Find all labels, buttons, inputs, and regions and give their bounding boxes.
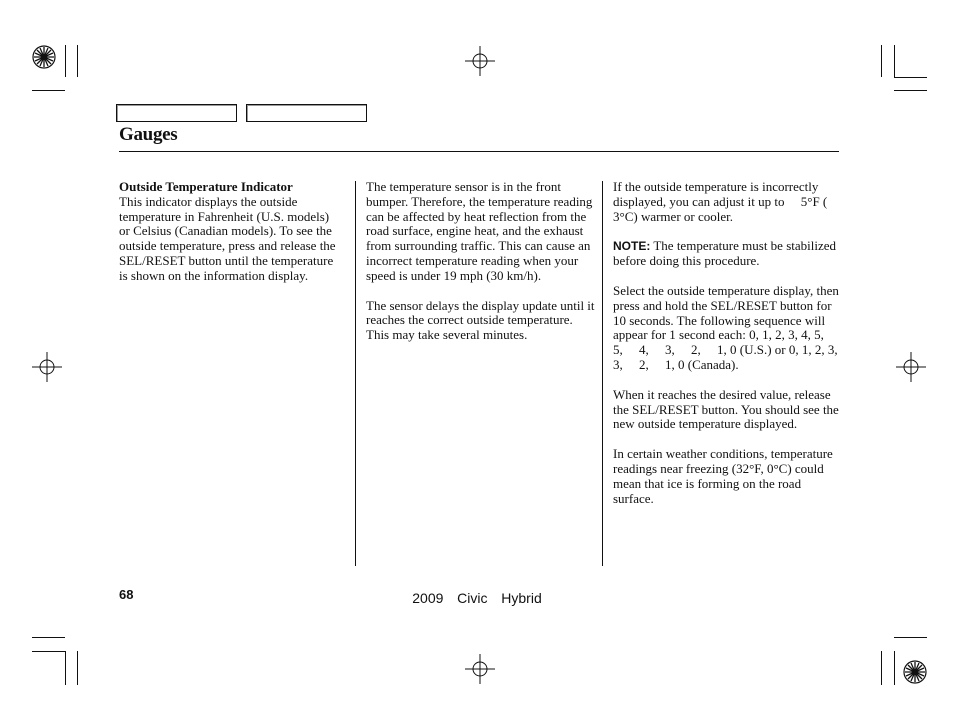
- outside-temperature-heading: Outside Temperature Indicator: [119, 179, 293, 194]
- right-paragraph-3: Select the outside temperature display, then press and hold the SEL/RESET button for 10 seconds. The following sequence will appear for 1 second each: 0, 1, 2, 3, 4, 5, 5, 4, 3, 2, 1, 0 (U.S.) or 0, 1, 2, 3, 3, 2, 1, 0 (Canada).: [613, 282, 854, 372]
- crop-mark: [77, 45, 78, 77]
- left-paragraph: [119, 180, 343, 284]
- header-tab-box: [246, 104, 367, 122]
- page-number: 68: [119, 587, 134, 602]
- crop-mark: [881, 651, 882, 685]
- crop-mark: [65, 651, 66, 685]
- crop-mark: [65, 45, 66, 77]
- crop-mark: [894, 651, 895, 685]
- crosshair-registration-icon: [465, 46, 495, 76]
- column-divider: [355, 181, 356, 566]
- sunburst-registration-icon: [903, 660, 927, 684]
- crosshair-registration-icon: [896, 352, 926, 382]
- title-rule: [119, 151, 839, 152]
- section-title: Gauges: [119, 124, 178, 145]
- crosshair-registration-icon: [32, 352, 62, 382]
- crop-mark: [32, 651, 65, 652]
- crop-mark: [32, 90, 65, 91]
- crop-mark: [894, 45, 895, 77]
- crop-mark: [894, 90, 927, 91]
- left-column: [119, 180, 343, 299]
- crop-mark: [77, 651, 78, 685]
- middle-column: [366, 180, 596, 358]
- left-paragraph-text: This indicator displays the outside temperature in Fahrenheit (U.S. models) or Celsius (Canadian models). To see the outside temperature, press and release the SEL/RESET button until the temperature is shown on the information display.: [119, 193, 336, 283]
- crop-mark: [894, 637, 927, 638]
- note-text: The temperature must be stabilized before doing this procedure.: [613, 238, 837, 269]
- right-paragraph-5: In certain weather conditions, temperature readings near freezing (32°F, 0°C) could mean that ice is forming on the road surface.: [613, 446, 833, 506]
- right-paragraph-1: If the outside temperature is incorrectly displayed, you can adjust it up to 5°F ( 3°C) warmer or cooler.: [613, 179, 841, 224]
- right-paragraph-4: When it reaches the desired value, release the SEL/RESET button. You should see the new outside temperature displayed.: [613, 386, 839, 432]
- crosshair-registration-icon: [465, 654, 495, 684]
- middle-paragraph-1: The temperature sensor is in the front bumper. Therefore, the temperature reading can be affected by heat reflection from the road surface, engine heat, and the exhaust from surrounding traffic. This can cause an incorrect temperature reading when your speed is under 19 mph (30 km/h).: [366, 179, 593, 283]
- crop-mark: [32, 637, 65, 638]
- note-label: NOTE:: [613, 239, 651, 254]
- note-paragraph: [613, 239, 841, 269]
- middle-paragraph-2: The sensor delays the display update until it reaches the correct outside temperature. This may take several minutes.: [366, 297, 595, 343]
- right-column: [613, 179, 854, 521]
- crop-mark: [894, 77, 927, 78]
- footer-title: 2009 Civic Hybrid: [412, 590, 542, 606]
- sunburst-registration-icon: [32, 45, 56, 69]
- header-tab-box: [116, 104, 237, 122]
- crop-mark: [881, 45, 882, 77]
- column-divider: [602, 181, 603, 566]
